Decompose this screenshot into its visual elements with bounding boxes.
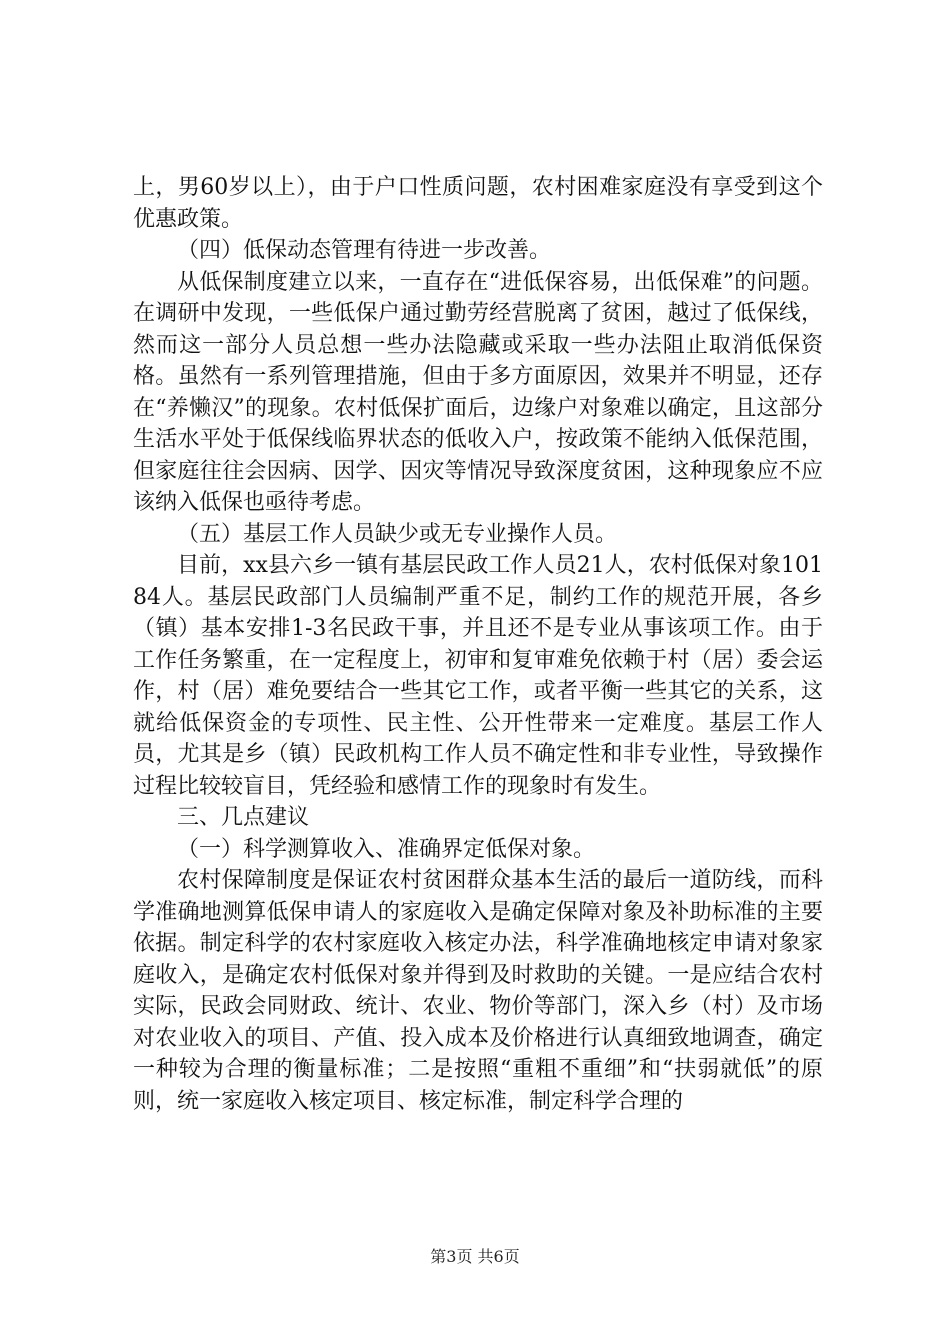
section-heading-suggestions: 三、几点建议 (177, 805, 310, 830)
section-heading-4: （四）低保动态管理有待进一步改善。 (177, 238, 552, 263)
section-heading-5: （五）基层工作人员缺少或无专业操作人员。 (177, 521, 618, 547)
section-heading-suggestion-1: （一）科学测算收入、准确界定低保对象。 (177, 836, 596, 862)
paragraph-continuation: 上，男60岁以上），由于户口性质问题，农村困难家庭没有享受到这个优惠政策。 (133, 175, 823, 232)
paragraph-grassroots-staff: 目前，xx县六乡一镇有基层民政工作人员21人，农村低保对象10184人。基层民政部门人员编制严重不足，制约工作的规范开展，各乡（镇）基本安排1-3名民政干事，并且还不是专业从事该项工作。由于工作任务繁重，在一定程度上，初审和复审难免依赖于村（居）委会运作，村（居）难免要结合一些其它工作，或者平衡一些其它的关系，这就给低保资金的专项性、民主性、公开性带来一定难度。基层工作人员，尤其是乡（镇）民政机构工作人员不确定性和非专业性，导致操作过程比较较盲目，凭经验和感情工作的现象时有发生。 (133, 553, 823, 799)
page-footer (0, 1244, 950, 1267)
paragraph-dynamic-management: 从低保制度建立以来，一直存在“进低保容易，出低保难”的问题。在调研中发现，一些低保户通过勤劳经营脱离了贫困，越过了低保线，然而这一部分人员总想一些办法隐藏或采取一些办法阻止取消低保资格。虽然有一系列管理措施，但由于多方面原因，效果并不明显，还存在“养懒汉”的现象。农村低保扩面后，边缘户对象难以确定，且这部分生活水平处于低保线临界状态的低收入户，按政策不能纳入低保范围，但家庭往往会因病、因学、因灾等情况导致深度贫困，这种现象应不应该纳入低保也亟待考虑。 (133, 269, 823, 515)
page-number: 第3页 共6页 (430, 1247, 520, 1266)
document-body (133, 172, 823, 1117)
paragraph-income-measurement: 农村保障制度是保证农村贫困群众基本生活的最后一道防线，而科学准确地测算低保申请人的家庭收入是确定保障对象及补助标准的主要依据。制定科学的农村家庭收入核定办法，科学准确地核定申请对象家庭收入，是确定农村低保对象并得到及时救助的关键。一是应结合农村实际，民政会同财政、统计、农业、物价等部门，深入乡（村）及市场对农业收入的项目、产值、投入成本及价格进行认真细致地调查，确定一种较为合理的衡量标准；二是按照“重粗不重细”和“扶弱就低”的原则，统一家庭收入核定项目、核定标准，制定科学合理的 (133, 868, 823, 1114)
